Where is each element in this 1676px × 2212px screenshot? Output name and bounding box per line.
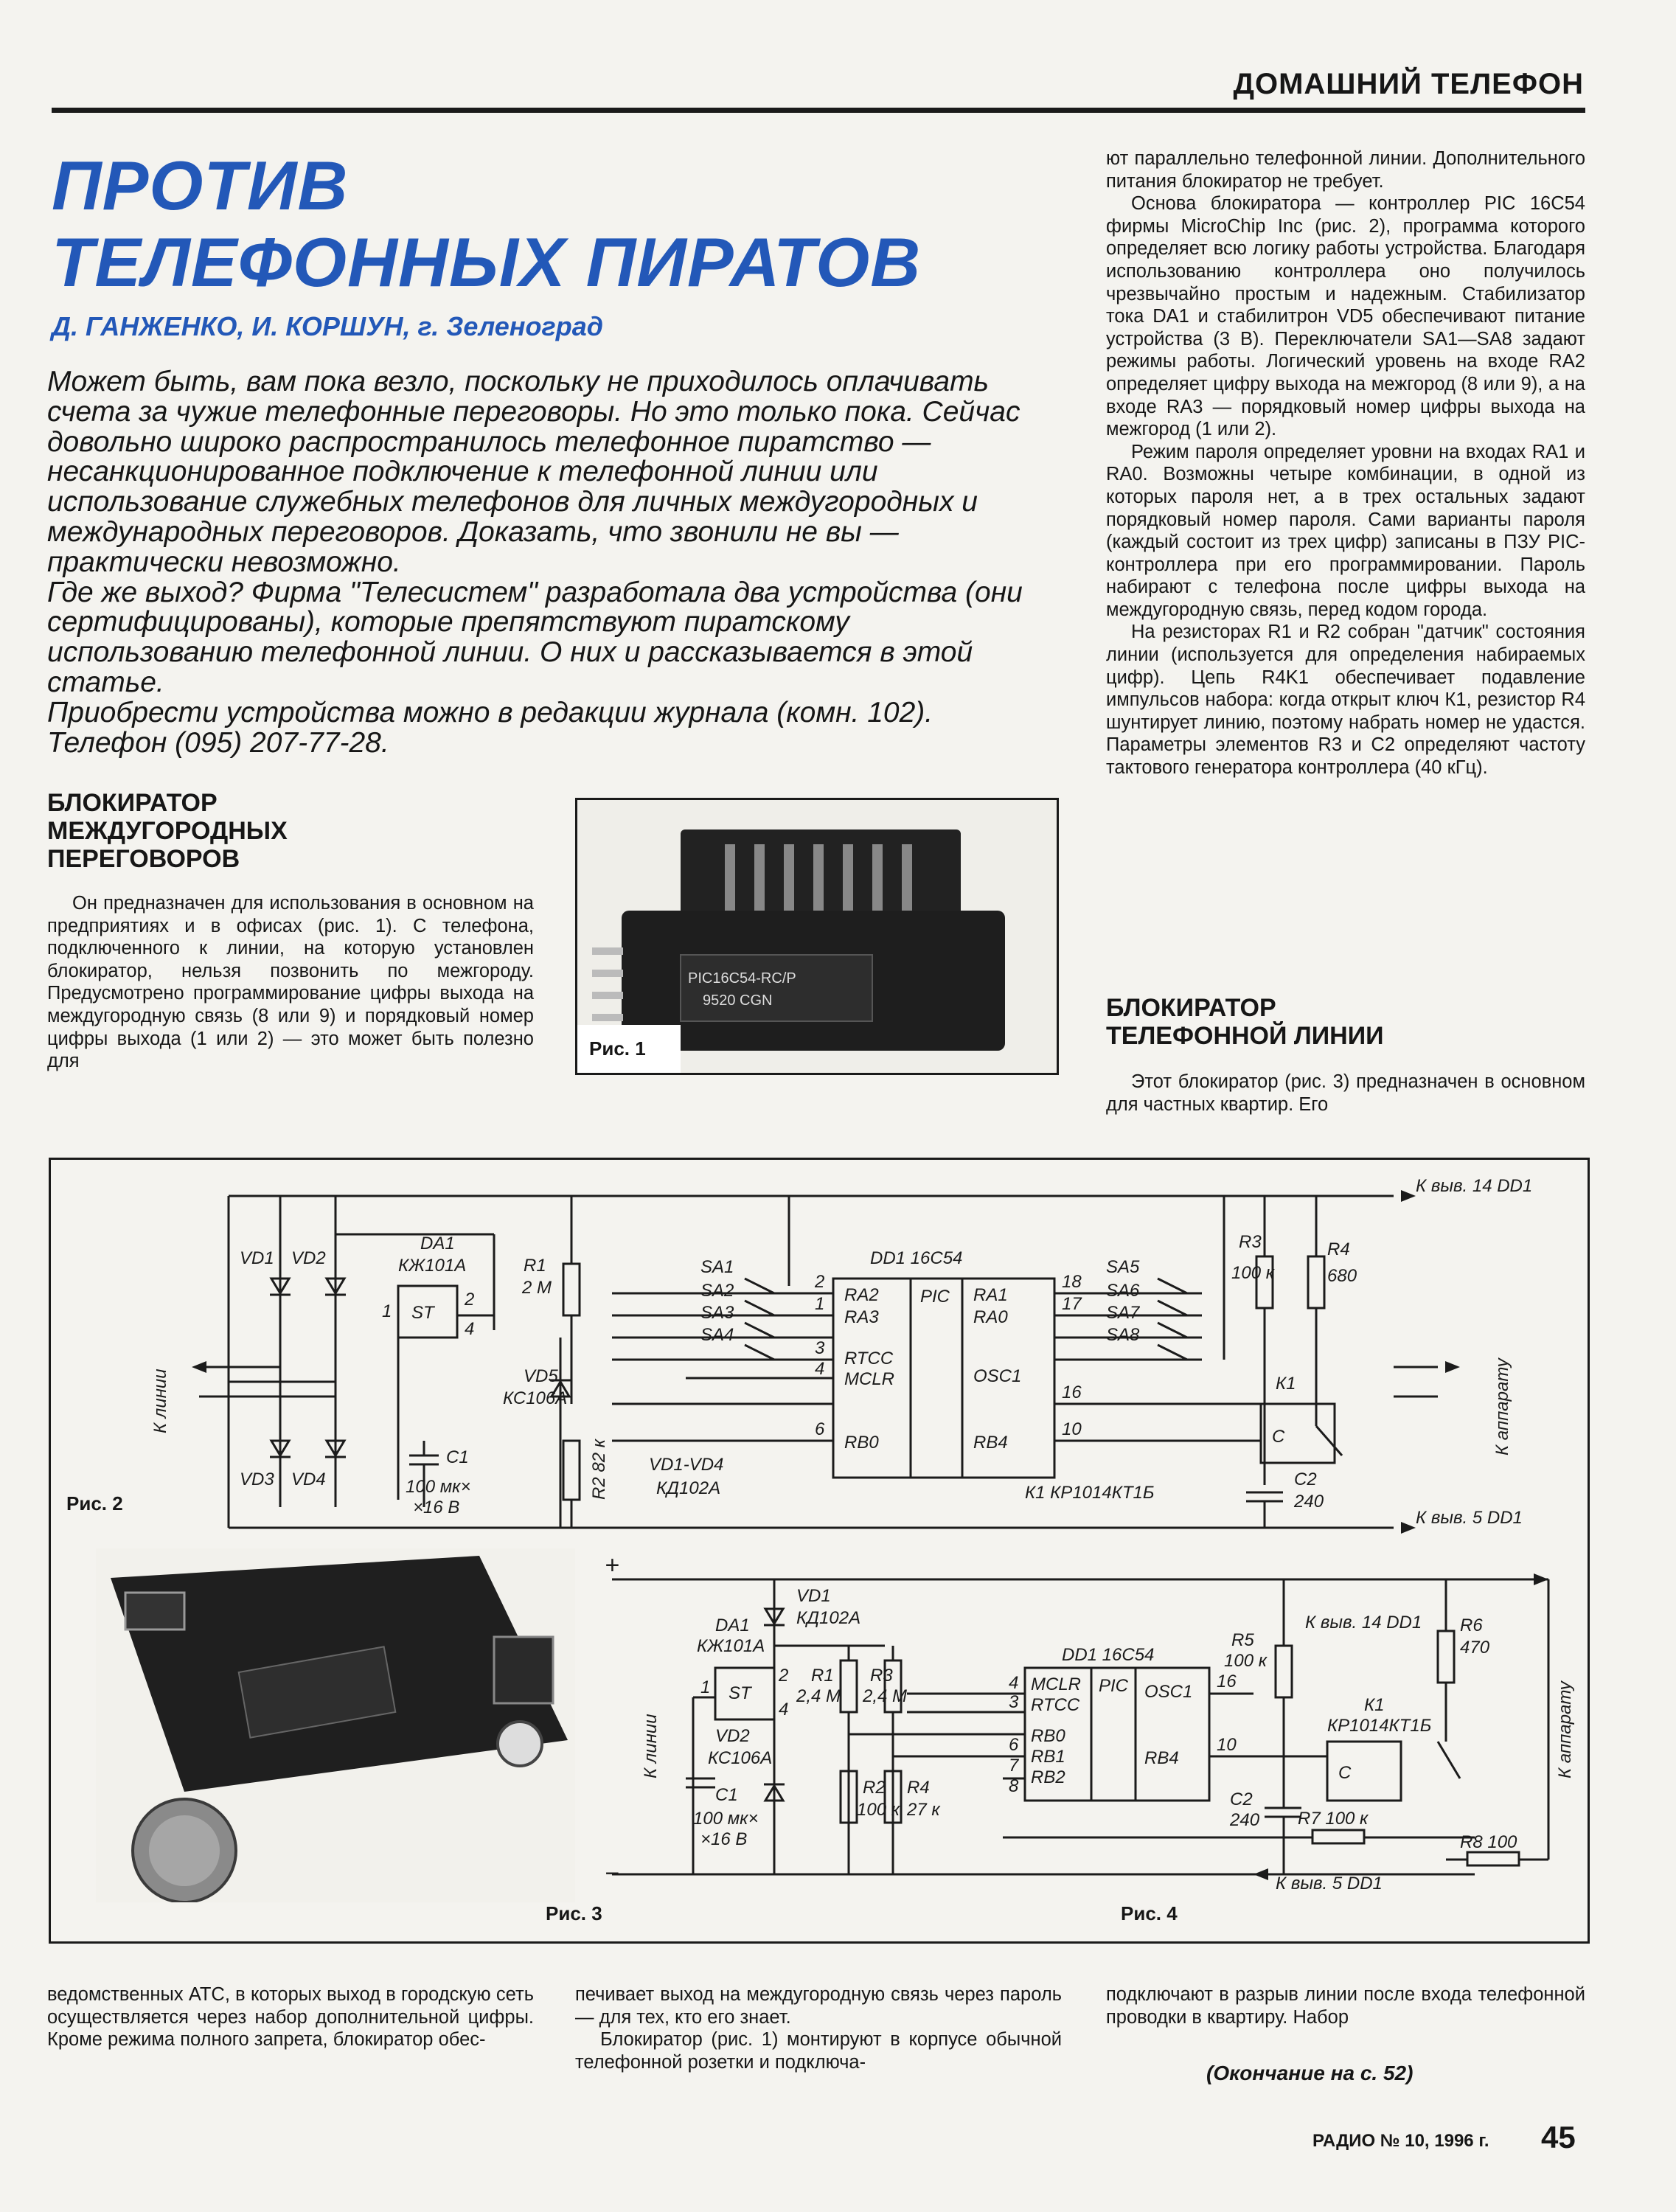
right-col-p2: Основа блокиратора — контроллер PIC 16C54 фирмы MicroChip Inc (рис. 2), программа которого определяет всю логику работы устройства. Благодаря использованию контроллера оно получилось чрезвычайно простым и надежным. Стабилизатор тока DA1 и стабилитрон VD5 обеспечивают питание устройства (3 В). Переключатели SA1—SA8 задают режимы работы. Логический уровень на входе RA2 определяет цифру выхода на межгород (8 или 9), а на входе RA3 — порядковый номер цифры выхода на межгород (1 или 2).: [1106, 193, 1585, 440]
fig4-vd2-type-label: КС106А: [708, 1748, 773, 1768]
figure-4-schematic: [590, 1557, 1578, 1896]
fig2-sa1-label: SA1: [700, 1257, 734, 1277]
fig2-rb4-label: RB4: [973, 1433, 1008, 1453]
fig4-r1-label: R1: [811, 1666, 834, 1686]
fig2-pin3: 3: [815, 1338, 825, 1358]
bottom-col-2: [575, 1983, 1062, 2073]
fig4-dd1-label: DD1 16С54: [1062, 1645, 1155, 1665]
lead-paragraph: [47, 367, 1057, 758]
fig4-pin6: 6: [1009, 1735, 1019, 1755]
fig4-r8-label: R8 100: [1460, 1832, 1517, 1852]
section2-heading-line1: БЛОКИРАТОР: [1106, 994, 1276, 1022]
fig4-r7-label: R7 100 к: [1298, 1809, 1369, 1829]
authors: Д. ГАНЖЕНКО, И. КОРШУН, г. Зеленоград: [52, 311, 604, 341]
fig2-sa4-label: SA4: [700, 1325, 734, 1345]
fig2-sa7-label: SA7: [1106, 1303, 1140, 1323]
section1-heading-line1: БЛОКИРАТОР: [47, 789, 218, 817]
section1-heading-line2: МЕЖДУГОРОДНЫХ: [47, 817, 288, 845]
fig4-mclr-label: MCLR: [1031, 1674, 1082, 1694]
fig2-vd5-type-label: КС106А: [503, 1388, 568, 1408]
fig4-k1-type-label: КР1014КТ1Б: [1327, 1716, 1432, 1736]
right-col-p4: На резисторах R1 и R2 собран "датчик" состояния линии (используется для определения набираемых цифр). Цепь R4K1 обеспечивает подавление импульсов набора: когда открыт ключ К1, резистор R4 шунтирует линию, поэтому набрать номер не удастся. Параметры элементов R3 и C2 определяют частоту тактового генератора контроллера (40 кГц).: [1106, 622, 1585, 779]
fig4-r3-value: 2,4 М: [863, 1686, 908, 1706]
section2-heading-line2: ТЕЛЕФОННОЙ ЛИНИИ: [1106, 1022, 1384, 1050]
fig4-da1-pin1: 1: [700, 1677, 711, 1697]
fig2-da1-type-label: КЖ101А: [398, 1256, 467, 1276]
fig4-vd1-label: VD1: [796, 1586, 831, 1606]
section1-heading-line3: ПЕРЕГОВОРОВ: [47, 845, 240, 873]
fig2-c1-value1: 100 мк×: [406, 1477, 471, 1497]
section2-paragraph: Этот блокиратор (рис. 3) предназначен в основном для частных квартир. Его: [1106, 1071, 1585, 1115]
fig4-pin4: 4: [1009, 1673, 1019, 1693]
fig4-plus-label: +: [605, 1557, 619, 1579]
right-col-p1: ют параллельно телефонной линии. Дополнительного питания блокиратор не требует.: [1106, 148, 1585, 192]
fig4-vd2-label: VD2: [715, 1726, 750, 1746]
fig2-sa8-label: SA8: [1106, 1325, 1140, 1345]
fig2-k1-label: К1: [1276, 1374, 1296, 1394]
fig2-pin1: 1: [815, 1294, 825, 1314]
fig2-pin17: 17: [1062, 1294, 1082, 1314]
fig4-c1-label: С1: [715, 1785, 738, 1805]
lead-p1: Может быть, вам пока везло, поскольку не приходилось оплачивать счета за чужие телефонные переговоры. Но это только пока. Сейчас довольно широко распространилось телефонное пиратство — несанкционированное подключение к телефонной линии или использование служебных телефонов для личных междугородных и международных переговоров. Доказать, что звонили не вы — практически невозможно.: [47, 366, 1020, 578]
fig4-rb0-label: RB0: [1031, 1726, 1065, 1746]
fig2-vd1-label: VD1: [240, 1248, 274, 1268]
fig4-to-pin14-label: К выв. 14 DD1: [1305, 1613, 1422, 1632]
fig4-osc1-label: OSC1: [1144, 1682, 1193, 1702]
figure-4-caption: Рис. 4: [1121, 1902, 1178, 1924]
fig2-st-label: ST: [411, 1303, 434, 1323]
section-tag: ДОМАШНИЙ ТЕЛЕФОН: [1233, 68, 1584, 100]
fig4-pin7: 7: [1009, 1756, 1019, 1775]
figure-1-chip-label-1: PIC16C54-RC/P: [688, 970, 796, 987]
title-line-1: ПРОТИВ: [52, 147, 349, 224]
fig4-r5-label: R5: [1231, 1630, 1254, 1650]
figure-2-schematic: [52, 1161, 1584, 1544]
fig4-r4-value: 27 к: [907, 1800, 940, 1820]
fig2-pin18: 18: [1062, 1272, 1082, 1292]
footer-journal: РАДИО № 10, 1996 г.: [1312, 2131, 1489, 2151]
bottom-col-3: [1106, 1983, 1585, 2028]
fig4-pin8: 8: [1009, 1776, 1019, 1796]
fig2-sa5-label: SA5: [1106, 1257, 1140, 1277]
fig4-da1-label: DA1: [715, 1615, 750, 1635]
fig2-vd-note1: VD1-VD4: [649, 1455, 724, 1475]
section2-heading: [1106, 994, 1384, 1050]
fig2-pin2: 2: [815, 1272, 825, 1292]
fig2-ra0-label: RA0: [973, 1307, 1008, 1327]
section1-paragraph: Он предназначен для использования в основном на предприятиях и в офисах (рис. 1). С телефона, подключенного к линии, на которую установлен блокиратор, нельзя позвонить по межгороду. Предусмотрено программирование цифры выхода на междугородную связь (8 или 9) и порядковый номер цифры выхода (1 или 2) — это может быть полезно для: [47, 893, 534, 1072]
fig2-pin4: 4: [815, 1359, 825, 1379]
fig2-pin6: 6: [815, 1419, 825, 1439]
fig2-pin16: 16: [1062, 1382, 1082, 1402]
continued-note: (Окончание на с. 52): [1206, 2062, 1414, 2084]
fig4-rb1-label: RB1: [1031, 1747, 1065, 1767]
fig2-c1-value2: ×16 В: [413, 1498, 460, 1517]
fig2-r1-label: R1: [524, 1256, 546, 1276]
bottom-col3-text: подключают в разрыв линии после входа телефонной проводки в квартиру. Набор: [1106, 1984, 1585, 2028]
fig2-vd5-label: VD5: [524, 1366, 558, 1386]
fig4-pin10: 10: [1217, 1735, 1237, 1755]
fig2-r3-label: R3: [1239, 1232, 1262, 1252]
bottom-col2-p2: Блокиратор (рис. 1) монтируют в корпусе обычной телефонной розетки и подключа-: [575, 2029, 1062, 2073]
article-title: [52, 147, 921, 301]
fig2-k-apparat-label: К аппарату: [1492, 1358, 1512, 1455]
fig2-ra3-label: RA3: [844, 1307, 879, 1327]
fig4-da1-pin4: 4: [779, 1700, 789, 1719]
fig4-r6-value: 470: [1460, 1638, 1490, 1658]
fig4-k-line-label: К линии: [641, 1714, 661, 1778]
fig4-k1-coil-label: С: [1338, 1763, 1352, 1783]
fig4-pin3: 3: [1009, 1692, 1019, 1712]
fig4-k-apparat-label: К аппарату: [1555, 1681, 1575, 1778]
right-column-text: [1106, 147, 1585, 779]
fig2-da1-label: DA1: [420, 1234, 455, 1253]
figure-3-caption: Рис. 3: [546, 1902, 602, 1924]
fig2-to-pin5-label: К выв. 5 DD1: [1416, 1508, 1523, 1528]
fig2-rb0-label: RB0: [844, 1433, 879, 1453]
fig2-vd4-label: VD4: [291, 1470, 326, 1489]
figure-2-caption: Рис. 2: [66, 1492, 123, 1514]
figure-1-photo: [575, 798, 1059, 1075]
fig2-to-pin14-label: К выв. 14 DD1: [1416, 1176, 1533, 1196]
page-number: 45: [1541, 2120, 1576, 2154]
fig2-r2-label: R2 82 к: [589, 1439, 609, 1500]
fig2-r4-label: R4: [1327, 1239, 1350, 1259]
fig4-c1-value1: 100 мк×: [693, 1809, 759, 1829]
fig4-r2-label: R2: [863, 1778, 886, 1798]
top-rule: [52, 108, 1585, 113]
figure-1-caption: Рис. 1: [589, 1037, 646, 1060]
lead-p2: Где же выход? Фирма "Телесистем" разработала два устройства (они сертифицированы), которые препятствуют пиратскому использованию телефонной линии. О них и рассказывается в этой статье.: [47, 576, 1023, 698]
fig2-da1-pin1-label: 1: [382, 1301, 392, 1321]
fig2-vd2-label: VD2: [291, 1248, 326, 1268]
section1-text: [47, 892, 534, 1073]
fig4-pic-label: PIC: [1099, 1676, 1129, 1696]
fig4-da1-type-label: КЖ101А: [697, 1636, 765, 1656]
fig4-da1-pin2: 2: [779, 1666, 789, 1686]
fig2-k-line-label: К линии: [150, 1368, 170, 1433]
fig2-ra1-label: RA1: [973, 1285, 1008, 1305]
fig4-c2-label: С2: [1230, 1790, 1253, 1809]
fig2-da1-pin4-label: 4: [465, 1319, 475, 1339]
figure-1-chip-label-2: 9520 CGN: [703, 992, 773, 1009]
fig4-to-pin5-label: К выв. 5 DD1: [1276, 1874, 1383, 1893]
figure-3-photo: [96, 1548, 575, 1902]
fig4-st-label: ST: [729, 1683, 751, 1703]
fig2-vd3-label: VD3: [240, 1470, 274, 1489]
fig4-r6-label: R6: [1460, 1615, 1483, 1635]
fig2-c1-label: С1: [446, 1447, 469, 1467]
fig2-ra2-label: RA2: [844, 1285, 879, 1305]
fig2-mclr-label: MCLR: [844, 1369, 895, 1389]
fig4-rb4-label: RB4: [1144, 1748, 1179, 1768]
fig2-c2-value: 240: [1294, 1492, 1324, 1512]
fig2-sa6-label: SA6: [1106, 1281, 1140, 1301]
fig4-pin16: 16: [1217, 1672, 1237, 1691]
fig4-vd1-type-label: КД102А: [796, 1608, 861, 1628]
fig4-rb2-label: RB2: [1031, 1767, 1065, 1787]
fig2-vd-note2: КД102А: [656, 1478, 721, 1498]
fig2-k1-coil-label: С: [1272, 1427, 1285, 1447]
fig2-r3-value: 100 к: [1231, 1263, 1275, 1283]
fig2-k1-type-label: К1 КР1014КТ1Б: [1025, 1483, 1155, 1503]
fig2-sa2-label: SA2: [700, 1281, 734, 1301]
fig2-pin10: 10: [1062, 1419, 1082, 1439]
figure-3-board: [96, 1548, 575, 1902]
fig4-k1-label: К1: [1364, 1695, 1385, 1715]
fig4-r5-value: 100 к: [1224, 1651, 1268, 1671]
fig2-c2-label: С2: [1294, 1470, 1317, 1489]
fig4-c2-value: 240: [1230, 1810, 1260, 1830]
section2-text: [1106, 1071, 1585, 1116]
fig4-r3-label: R3: [870, 1666, 893, 1686]
fig2-pic-label: PIC: [920, 1287, 950, 1307]
section1-heading: [47, 789, 288, 873]
fig2-da1-pin2-label: 2: [465, 1290, 475, 1310]
fig2-osc1-label: OSC1: [973, 1366, 1022, 1386]
right-col-p3: Режим пароля определяет уровни на входах RA1 и RA0. Возможны четыре комбинации, в одной из которых пароля нет, а в трех остальных задают порядковый номер пароля. Сами варианты пароля (каждый состоит из трех цифр) записаны в ПЗУ PIC-контроллера при его программировании. Пароль набирают с телефона после цифры выхода на междугородную связь, перед кодом города.: [1106, 441, 1585, 620]
fig2-rtcc-label: RTCC: [844, 1349, 894, 1368]
bottom-col2-p1: печивает выход на междугородную связь через пароль — для тех, кто его знает.: [575, 1984, 1062, 2028]
lead-p3: Приобрести устройства можно в редакции журнала (комн. 102). Телефон (095) 207-77-28.: [47, 696, 933, 759]
figure-1-board: [577, 800, 1057, 1073]
fig4-r2-value: 100 к: [857, 1800, 900, 1820]
bottom-col-1: [47, 1983, 534, 2051]
fig2-r4-value: 680: [1327, 1266, 1357, 1286]
fig2-dd1-label: DD1 16С54: [870, 1248, 963, 1268]
fig4-r1-value: 2,4 М: [796, 1686, 841, 1706]
fig4-r4-label: R4: [907, 1778, 930, 1798]
fig4-rtcc-label: RTCC: [1031, 1695, 1080, 1715]
fig2-sa3-label: SA3: [700, 1303, 734, 1323]
fig4-c1-value2: ×16 В: [700, 1829, 748, 1849]
title-line-2: ТЕЛЕФОННЫХ ПИРАТОВ: [52, 223, 922, 301]
fig4-minus-label: −: [605, 1860, 619, 1888]
bottom-col1-text: ведомственных АТС, в которых выход в городскую сеть осуществляется через набор дополнительной цифры. Кроме режима полного запрета, блокиратор обес-: [47, 1984, 534, 2051]
fig2-r1-value: 2 М: [522, 1278, 552, 1298]
